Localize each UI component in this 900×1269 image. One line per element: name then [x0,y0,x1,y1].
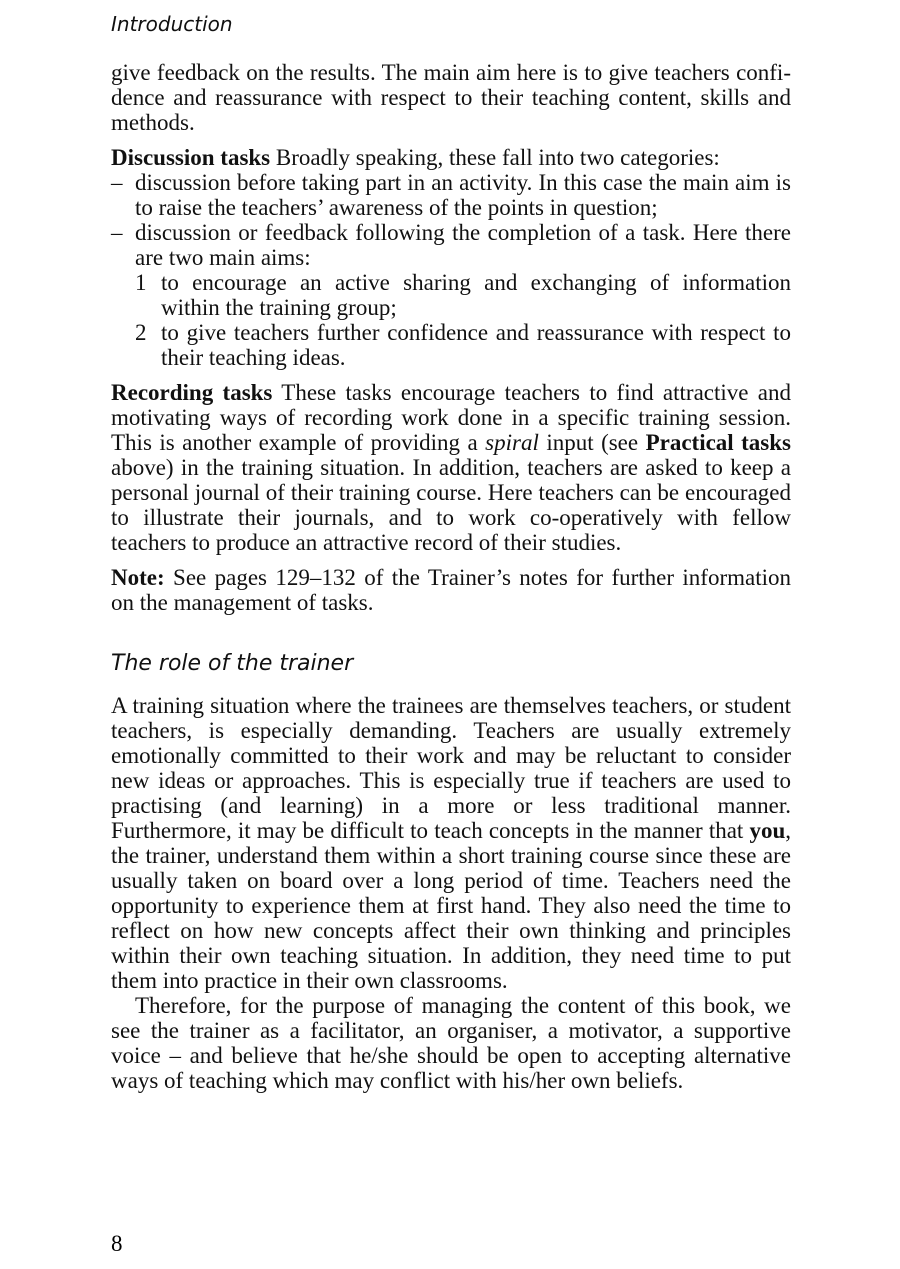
you-emphasis: you [749,818,786,843]
note-label: Note: [111,565,165,590]
recording-text: input (see [538,430,646,455]
list-number: 1 [135,270,147,295]
note-paragraph [111,565,791,615]
list-item-text: discussion or feedback following the completion of a task. Here there are two main aims: [135,220,791,270]
list-item [135,270,791,320]
discussion-tasks-label: Discussion tasks [111,145,271,170]
list-item-text: to encourage an active sharing and exchanging of information within the training group; [161,270,791,320]
trainer-text: A training situation where the trainees are themselves teachers, or student teachers, is especially demanding. Teachers are usually extremely emotionally committed to their work and may be reluctant to consider new ideas or approaches. This is especially true if teachers are used to practising (and learning) in a more or less traditional manner. Furthermore, it may be difficult to teach concepts in the manner that [111,693,791,843]
list-item [111,170,791,220]
list-item-text: discussion before taking part in an activity. In this case the main aim is to raise the teachers’ awareness of the points in question; [135,170,791,220]
spiral-term: spiral [485,430,539,455]
trainer-paragraph-2: Therefore, for the purpose of managing the content of this book, we see the trainer as a facilitator, an organiser, a motivator, a supportive voice – and believe that he/she should be open to accepting alternative ways of teaching which may conflict with his/her own beliefs. [111,993,791,1093]
recording-tasks-label: Recording tasks [111,380,273,405]
intro-paragraph: give feedback on the results. The main aim here is to give teachers confidence and reassurance with respect to their teaching content, skills and methods. [111,60,791,135]
page [111,10,791,1093]
trainer-text: , the trainer, understand them within a short training course since these are usually taken on board over a long period of time. Teachers need the opportunity to experience them at first hand. They also need the time to reflect on how new concepts affect their own thinking and principles within their own teaching situation. In addition, they need time to put them into practice in their own classrooms. [111,818,791,993]
dash-bullet: – [111,220,123,245]
running-head: Introduction [111,12,233,36]
recording-tasks-paragraph [111,380,791,555]
list-item [111,220,791,270]
list-number: 2 [135,320,147,345]
note-text: See pages 129–132 of the Trainer’s notes for further information on the management of tasks. [111,565,791,615]
discussion-list [111,170,791,270]
list-item-text: to give teachers further confidence and reassurance with respect to their teaching ideas. [161,320,791,370]
list-item [135,320,791,370]
recording-text: above) in the training situation. In addition, teachers are asked to keep a personal journal of their training course. Here teachers can be encouraged to illustrate their journals, and to work co-operatively with fellow teachers to produce an attractive record of their studies. [111,455,791,555]
trainer-paragraph-1 [111,693,791,993]
page-number: 8 [111,1231,123,1256]
discussion-tasks-lead: Broadly speaking, these fall into two categories: [270,145,720,170]
practical-tasks-reference: Practical tasks [645,430,791,455]
discussion-tasks-section [111,145,791,370]
section-heading: The role of the trainer [111,651,354,676]
dash-bullet: – [111,170,123,195]
aims-list [111,270,791,370]
recording-text: These tasks encourage teachers to find attractive and motivating ways of recording work done in a specific training session. This is another example of providing a [111,380,792,455]
discussion-tasks-intro [111,145,791,170]
